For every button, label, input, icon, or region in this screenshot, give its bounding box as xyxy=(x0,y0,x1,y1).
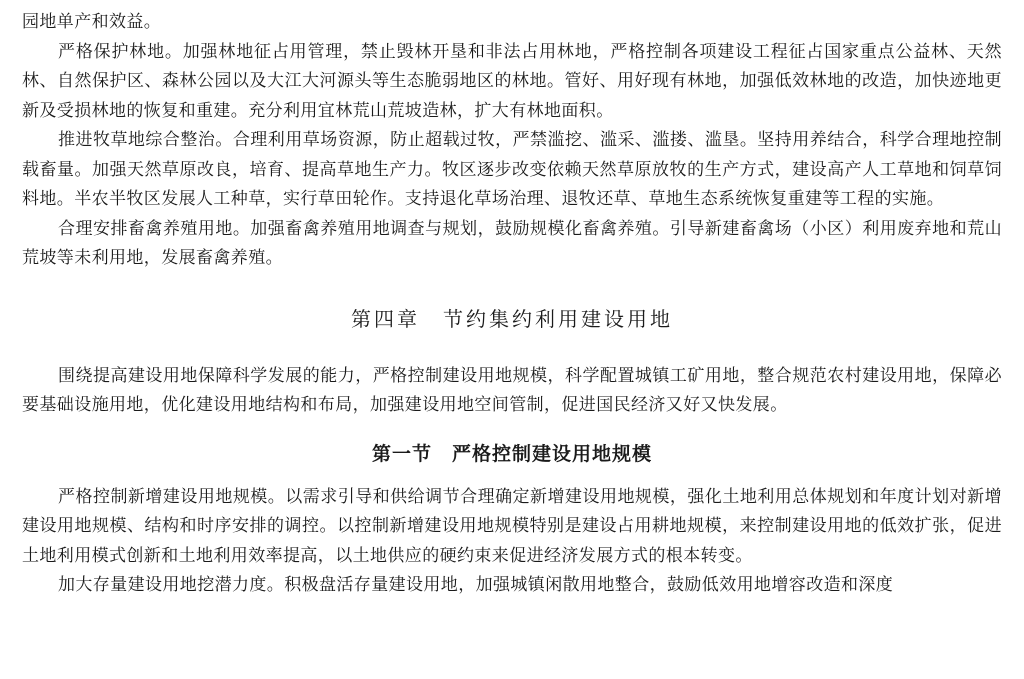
section-title: 第一节 严格控制建设用地规模 xyxy=(371,442,652,465)
chapter-title: 第四章 节约集约利用建设用地 xyxy=(351,306,673,331)
paragraph-existing-land: 加大存量建设用地挖潜力度。积极盘活存量建设用地，加强城镇闲散用地整合，鼓励低效用地增容改造和深度 xyxy=(58,575,894,595)
paragraph-grassland-consolidation: 推进牧草地综合整治。合理利用草场资源，防止超载过牧，严禁滥挖、滥采、滥搂、滥垦。坚持用养结合，科学合理地控制载畜量。加强天然草原改良，培育、提高草地生产力。牧区逐步改变依赖天然草原放牧的生产方式，建设高产人工草地和饲草饲料地。半农半牧区发展人工种草，实行草田轮作。支持退化草场治理、退牧还草、草地生态系统恢复重建等工程的实施。 xyxy=(22,130,1002,209)
document-page xyxy=(22,0,1002,601)
paragraph-orchard-tail: 园地单产和效益。 xyxy=(22,12,162,32)
paragraph-livestock-land: 合理安排畜禽养殖用地。加强畜禽养殖用地调查与规划，鼓励规模化畜禽养殖。引导新建畜禽场（小区）利用废弃地和荒山荒坡等未利用地，发展畜禽养殖。 xyxy=(22,218,1002,268)
paragraph-forest-protection: 严格保护林地。加强林地征占用管理，禁止毁林开垦和非法占用林地，严格控制各项建设工程征占国家重点公益林、天然林、自然保护区、森林公园以及大江大河源头等生态脆弱地区的林地。管好、用好现有林地，加强低效林地的改造，加快迹地更新及受损林地的恢复和重建。充分利用宜林荒山荒坡造林，扩大有林地面积。 xyxy=(22,41,1002,121)
paragraph-chapter-intro: 围绕提高建设用地保障科学发展的能力，严格控制建设用地规模，科学配置城镇工矿用地，整合规范农村建设用地，保障必要基础设施用地，优化建设用地结构和布局，加强建设用地空间管制，促进国民经济又好又快发展。 xyxy=(22,365,1002,415)
paragraph-control-new-land: 严格控制新增建设用地规模。以需求引导和供给调节合理确定新增建设用地规模，强化土地利用总体规划和年度计划对新增建设用地规模、结构和时序安排的调控。以控制新增建设用地规模特别是建设占用耕地规模，来控制建设用地的低效扩张，促进土地利用模式创新和土地利用效率提高，以土地供应的硬约束来促进经济发展方式的根本转变。 xyxy=(22,486,1002,566)
